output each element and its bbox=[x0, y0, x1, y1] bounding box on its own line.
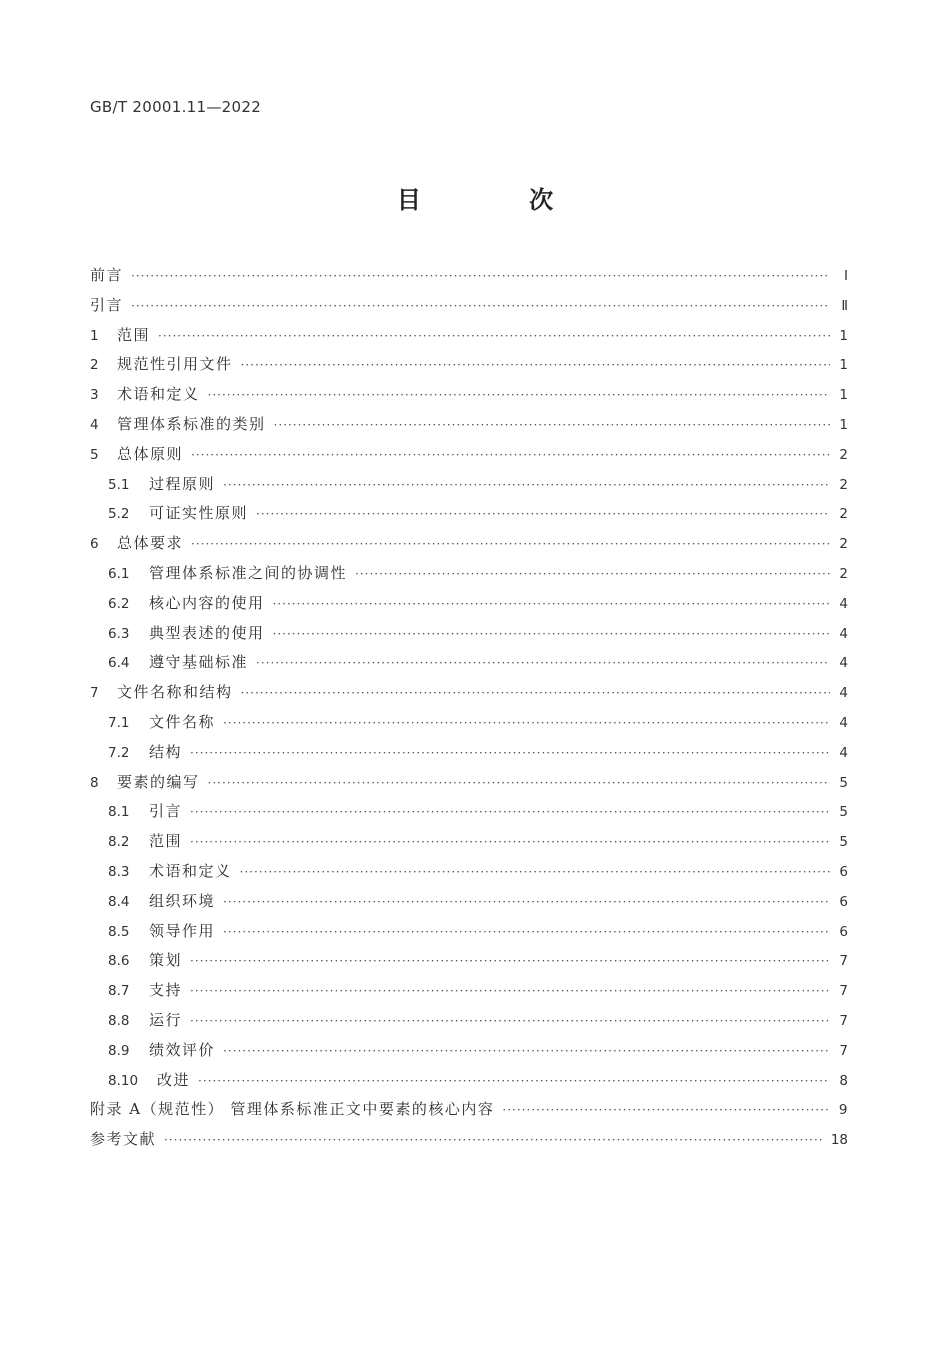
toc-entry-page: 2 bbox=[839, 565, 848, 582]
dot-leader bbox=[223, 471, 830, 501]
toc-entry-label: 参考文献 bbox=[90, 1130, 157, 1149]
toc-entry-page: 2 bbox=[839, 476, 848, 493]
toc-subentry[interactable] bbox=[90, 827, 848, 857]
toc-subentry[interactable] bbox=[90, 976, 848, 1006]
toc-subentry[interactable] bbox=[90, 1036, 848, 1066]
toc-entry-number: 6.1 bbox=[108, 565, 130, 582]
toc-entry-page: 6 bbox=[839, 893, 848, 910]
toc-entry-page: 2 bbox=[839, 506, 848, 523]
toc-entry[interactable] bbox=[90, 410, 848, 440]
toc-entry-number: 4 bbox=[90, 416, 99, 433]
toc-subentry[interactable] bbox=[90, 619, 848, 649]
toc-entry-number: 6.4 bbox=[108, 655, 130, 672]
toc-entry-page: 7 bbox=[839, 983, 848, 1000]
toc-subentry[interactable] bbox=[90, 946, 848, 976]
dot-leader bbox=[273, 620, 830, 650]
dot-leader bbox=[208, 381, 830, 411]
toc-entry-label: 文件名称 bbox=[149, 712, 216, 731]
dot-leader bbox=[256, 649, 830, 679]
toc-entry-label: 文件名称和结构 bbox=[117, 683, 233, 702]
toc-entry-page: 9 bbox=[838, 1102, 848, 1119]
document-code: GB/T 20001.11—2022 bbox=[90, 98, 262, 116]
toc-entry-page: 1 bbox=[839, 416, 848, 433]
toc-entry-number: 8.2 bbox=[108, 834, 130, 851]
toc-entry-page: 4 bbox=[839, 625, 848, 642]
toc-entry-label: 总体要求 bbox=[117, 534, 184, 553]
toc-subentry[interactable] bbox=[90, 917, 848, 947]
dot-leader bbox=[131, 262, 830, 292]
toc-entry-number: 2 bbox=[90, 357, 99, 374]
toc-entry-label: 规范性引用文件 bbox=[117, 355, 233, 374]
toc-entry-label: 要素的编写 bbox=[117, 772, 200, 791]
toc-subentry[interactable] bbox=[90, 887, 848, 917]
toc-entry-label: 前言 bbox=[90, 266, 124, 284]
toc-entry-number: 8.4 bbox=[108, 893, 130, 910]
toc-entry-label: 总体原则 bbox=[117, 444, 184, 463]
toc-entry-page: 18 bbox=[830, 1132, 848, 1149]
toc-entry-number: 8.7 bbox=[108, 983, 130, 1000]
toc-entry-label: 范围 bbox=[117, 325, 151, 344]
toc-entry-label: 术语和定义 bbox=[117, 385, 200, 404]
dot-leader bbox=[158, 322, 830, 352]
toc-entry-label: 遵守基础标准 bbox=[149, 653, 249, 672]
toc-entry-number: 6 bbox=[90, 536, 99, 553]
toc-entry-label: 运行 bbox=[149, 1010, 183, 1029]
dot-leader bbox=[223, 709, 830, 739]
toc-entry-number: 8.10 bbox=[108, 1072, 139, 1089]
toc-title: 目 次 bbox=[396, 186, 604, 214]
table-of-contents bbox=[90, 261, 848, 1155]
toc-entry-label: 绩效评价 bbox=[149, 1040, 216, 1059]
dot-leader bbox=[223, 888, 830, 918]
toc-subentry[interactable] bbox=[90, 559, 848, 589]
toc-subentry[interactable] bbox=[90, 1066, 848, 1096]
dot-leader bbox=[241, 679, 830, 709]
dot-leader bbox=[240, 858, 830, 888]
toc-entry-page: 6 bbox=[839, 923, 848, 940]
toc-entry-page: 4 bbox=[839, 595, 848, 612]
dot-leader bbox=[190, 947, 830, 977]
toc-entry-page: 4 bbox=[839, 714, 848, 731]
toc-entry-label: 策划 bbox=[149, 951, 183, 970]
dot-leader bbox=[223, 1037, 830, 1067]
toc-subentry[interactable] bbox=[90, 470, 848, 500]
dot-leader bbox=[273, 590, 830, 620]
toc-entry-page: 2 bbox=[839, 536, 848, 553]
toc-subentry[interactable] bbox=[90, 738, 848, 768]
toc-subentry[interactable] bbox=[90, 797, 848, 827]
toc-entry-appendix-a[interactable] bbox=[90, 1095, 848, 1125]
toc-entry-label: 管理体系标准之间的协调性 bbox=[149, 563, 348, 582]
toc-entry-label: 过程原则 bbox=[149, 474, 216, 493]
toc-entry-page: 7 bbox=[839, 1012, 848, 1029]
dot-leader bbox=[256, 500, 830, 530]
toc-entry-label: 管理体系标准的类别 bbox=[117, 414, 266, 433]
toc-entry[interactable] bbox=[90, 380, 848, 410]
dot-leader bbox=[191, 441, 830, 471]
toc-entry-number: 5.1 bbox=[108, 476, 130, 493]
toc-entry-page: 1 bbox=[839, 357, 848, 374]
dot-leader bbox=[190, 1007, 830, 1037]
toc-entry-number: 8.9 bbox=[108, 1042, 130, 1059]
dot-leader bbox=[190, 798, 830, 828]
toc-entry[interactable] bbox=[90, 321, 848, 351]
dot-leader bbox=[190, 977, 830, 1007]
toc-entry-page: Ⅱ bbox=[841, 297, 848, 314]
toc-entry-page: 4 bbox=[839, 744, 848, 761]
toc-subentry[interactable] bbox=[90, 648, 848, 678]
toc-entry-number: 8 bbox=[90, 774, 99, 791]
dot-leader bbox=[241, 351, 830, 381]
toc-entry-label: 典型表述的使用 bbox=[149, 623, 265, 642]
toc-entry[interactable] bbox=[90, 440, 848, 470]
toc-entry-number: 5.2 bbox=[108, 506, 130, 523]
toc-entry-number: 5 bbox=[90, 446, 99, 463]
toc-entry-label: 范围 bbox=[149, 832, 183, 851]
toc-entry-page: 2 bbox=[839, 446, 848, 463]
toc-entry-label: 领导作用 bbox=[149, 921, 216, 940]
toc-entry-page: Ⅰ bbox=[844, 268, 848, 284]
toc-entry-label: 附录 A（规范性） 管理体系标准正文中要素的核心内容 bbox=[90, 1100, 495, 1119]
toc-entry-foreword[interactable] bbox=[90, 261, 848, 291]
toc-entry-number: 6.3 bbox=[108, 625, 130, 642]
toc-entry-number: 6.2 bbox=[108, 595, 130, 612]
toc-entry-label: 改进 bbox=[157, 1070, 191, 1089]
toc-entry-number: 8.3 bbox=[108, 863, 130, 880]
toc-entry-number: 8.8 bbox=[108, 1012, 130, 1029]
toc-entry[interactable] bbox=[90, 529, 848, 559]
toc-entry-page: 8 bbox=[839, 1072, 848, 1089]
toc-entry-page: 1 bbox=[839, 327, 848, 344]
toc-entry[interactable] bbox=[90, 678, 848, 708]
toc-entry-introduction[interactable] bbox=[90, 291, 848, 321]
dot-leader bbox=[164, 1126, 823, 1156]
toc-entry-number: 7.2 bbox=[108, 744, 130, 761]
dot-leader bbox=[198, 1067, 830, 1097]
toc-entry-page: 5 bbox=[839, 834, 848, 851]
toc-entry-number: 1 bbox=[90, 327, 99, 344]
dot-leader bbox=[191, 530, 830, 560]
toc-entry-number: 8.5 bbox=[108, 923, 130, 940]
toc-subentry[interactable] bbox=[90, 857, 848, 887]
toc-entry-label: 支持 bbox=[149, 981, 183, 1000]
toc-entry-page: 4 bbox=[839, 655, 848, 672]
toc-entry-page: 7 bbox=[839, 1042, 848, 1059]
toc-entry-references[interactable] bbox=[90, 1125, 848, 1155]
toc-entry-page: 5 bbox=[839, 804, 848, 821]
toc-entry-number: 7.1 bbox=[108, 714, 130, 731]
toc-entry-number: 8.6 bbox=[108, 953, 130, 970]
toc-entry-label: 术语和定义 bbox=[149, 861, 232, 880]
toc-subentry[interactable] bbox=[90, 708, 848, 738]
toc-entry-label: 引言 bbox=[90, 295, 124, 314]
dot-leader bbox=[190, 739, 830, 769]
toc-subentry[interactable] bbox=[90, 1006, 848, 1036]
dot-leader bbox=[355, 560, 830, 590]
toc-entry-label: 结构 bbox=[149, 742, 183, 761]
toc-entry-label: 引言 bbox=[149, 802, 183, 821]
dot-leader bbox=[208, 769, 830, 799]
dot-leader bbox=[190, 828, 830, 858]
toc-subentry[interactable] bbox=[90, 589, 848, 619]
dot-leader bbox=[223, 918, 830, 948]
dot-leader bbox=[502, 1096, 830, 1126]
toc-entry-page: 7 bbox=[839, 953, 848, 970]
toc-entry-number: 8.1 bbox=[108, 804, 130, 821]
dot-leader bbox=[274, 411, 830, 441]
toc-entry-number: 3 bbox=[90, 387, 99, 404]
toc-entry-label: 可证实性原则 bbox=[149, 504, 249, 523]
dot-leader bbox=[131, 292, 830, 322]
toc-entry[interactable] bbox=[90, 350, 848, 380]
toc-entry[interactable] bbox=[90, 768, 848, 798]
toc-entry-label: 核心内容的使用 bbox=[149, 593, 265, 612]
toc-entry-page: 6 bbox=[839, 863, 848, 880]
toc-subentry[interactable] bbox=[90, 499, 848, 529]
toc-entry-number: 7 bbox=[90, 685, 99, 702]
toc-entry-page: 1 bbox=[839, 387, 848, 404]
toc-entry-label: 组织环境 bbox=[149, 891, 216, 910]
toc-entry-page: 4 bbox=[839, 685, 848, 702]
toc-entry-page: 5 bbox=[839, 774, 848, 791]
